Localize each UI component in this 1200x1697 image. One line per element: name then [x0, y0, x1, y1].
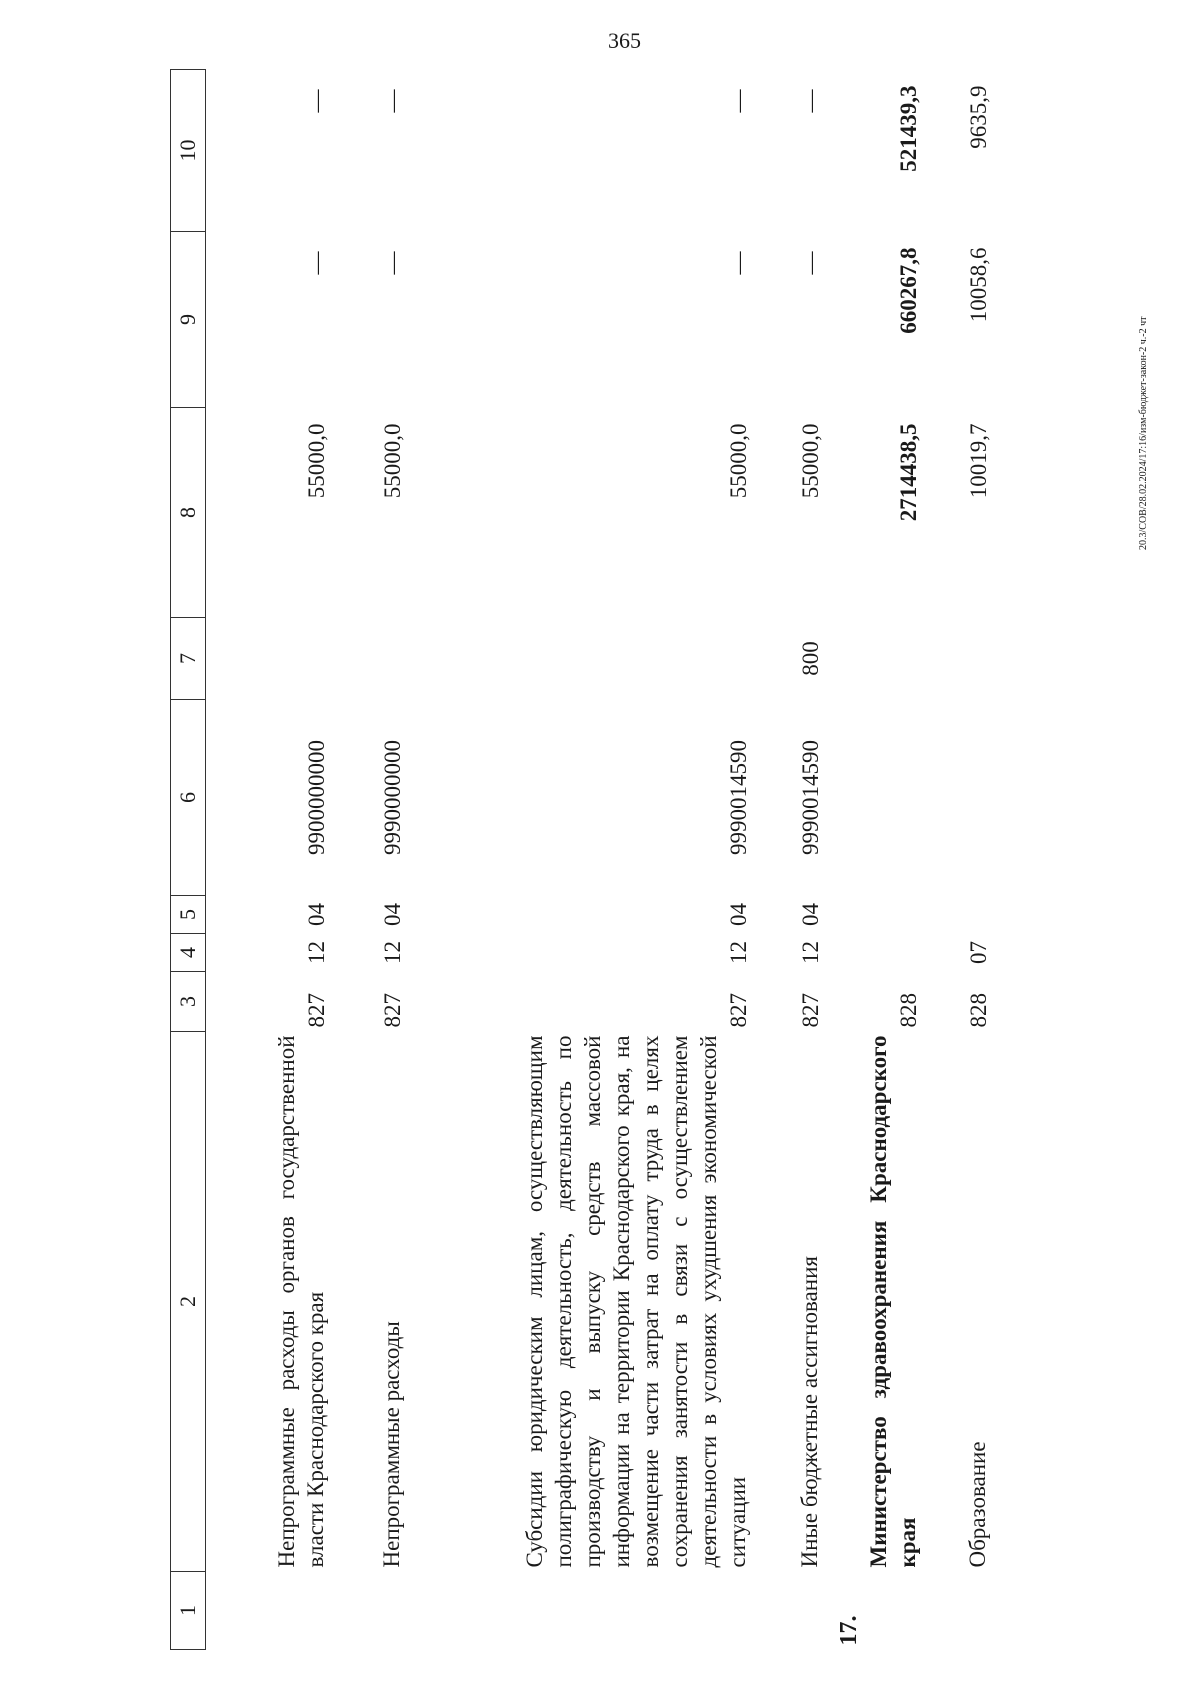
- cell-ministry-code: 827: [797, 993, 823, 1028]
- cell-amount-3: 521439,3: [895, 85, 921, 172]
- table-row: [922, 70, 992, 1650]
- cell-amount-2: —: [379, 251, 405, 275]
- document-code-text: 20.3/СОВ/28.02.2024/17:16/изм-бюджет-закон-2 ч.-2 чт: [1138, 316, 1149, 550]
- column-header: 2: [171, 1032, 206, 1572]
- cell-amount-1: 2714438,5: [895, 423, 921, 522]
- cell-section: 12: [379, 941, 405, 964]
- cell-amount-3: —: [725, 89, 751, 113]
- column-header: 9: [171, 232, 206, 408]
- cell-amount-2: —: [725, 251, 751, 275]
- row-name: Образование: [964, 1441, 990, 1568]
- cell-section: 12: [797, 941, 823, 964]
- cell-target-article: 9990000000: [379, 740, 405, 855]
- column-header: 7: [171, 618, 206, 700]
- cell-target-article: 9990014590: [797, 740, 823, 855]
- cell-amount-3: —: [797, 89, 823, 113]
- cell-amount-1: 55000,0: [725, 423, 751, 499]
- column-header: 10: [171, 70, 206, 232]
- cell-expense-type: [922, 618, 992, 700]
- table-header-row: [171, 70, 206, 1650]
- table-row: [330, 70, 406, 1650]
- column-header: 5: [171, 896, 206, 934]
- row-name: Непрограммные расходы органов государственной власти Краснодарского края: [273, 1035, 328, 1568]
- cell-subsection: 04: [303, 903, 329, 926]
- cell-amount-1: 55000,0: [303, 423, 329, 499]
- row-index: [330, 1572, 406, 1650]
- page-number: 365: [608, 28, 641, 53]
- cell-section: [824, 934, 922, 972]
- cell-expense-type: [406, 618, 752, 700]
- cell-ministry-code: 827: [725, 993, 751, 1028]
- cell-amount-3: —: [303, 89, 329, 113]
- cell-amount-2: 10058,6: [965, 247, 991, 323]
- cell-amount-3: —: [379, 89, 405, 113]
- row-name: Иные бюджетные ассигнования: [796, 1256, 822, 1568]
- row-name: Министерство здравоохранения Краснодарского края: [865, 1035, 920, 1568]
- cell-ministry-code: 828: [895, 993, 921, 1028]
- cell-amount-2: —: [303, 251, 329, 275]
- cell-target-article: [824, 700, 922, 896]
- cell-subsection: [824, 896, 922, 934]
- cell-amount-1: 10019,7: [965, 423, 991, 499]
- table-row: [824, 70, 922, 1650]
- cell-expense-type: [824, 618, 922, 700]
- cell-target-article: [922, 700, 992, 896]
- cell-expense-type: 800: [797, 641, 823, 676]
- column-header: 4: [171, 934, 206, 972]
- table-row: [752, 70, 824, 1650]
- row-index: [752, 1572, 824, 1650]
- cell-subsection: [922, 896, 992, 934]
- cell-target-article: 9990014590: [725, 740, 751, 855]
- cell-expense-type: [206, 618, 330, 700]
- column-header: 3: [171, 972, 206, 1032]
- cell-target-article: 9900000000: [303, 740, 329, 855]
- cell-amount-1: 55000,0: [797, 423, 823, 499]
- cell-amount-1: 55000,0: [379, 423, 405, 499]
- row-index: 17.: [835, 1615, 862, 1646]
- row-index: [922, 1572, 992, 1650]
- cell-amount-2: —: [797, 251, 823, 275]
- cell-amount-3: 9635,9: [965, 85, 991, 149]
- table-row: [406, 70, 752, 1650]
- row-index: [406, 1572, 752, 1650]
- cell-ministry-code: 827: [379, 993, 405, 1028]
- cell-subsection: 04: [379, 903, 405, 926]
- cell-subsection: 04: [797, 903, 823, 926]
- table-row: [206, 70, 330, 1650]
- row-name: Субсидии юридическим лицам, осуществляющим полиграфическую деятельность, деятельность по производству и выпуску средств массовой информации на территории Краснодарского края, на возмещение части затрат на оплату труда в целях сохранения занятости в связи с осуществлением деятельности в условиях ухудшения экономической ситуации: [521, 1035, 750, 1568]
- cell-amount-2: 660267,8: [895, 247, 921, 334]
- cell-ministry-code: 827: [303, 993, 329, 1028]
- rotated-budget-table: [170, 70, 1030, 1650]
- cell-ministry-code: 828: [965, 993, 991, 1028]
- cell-section: 12: [303, 941, 329, 964]
- budget-table: [170, 69, 992, 1650]
- column-header: 6: [171, 700, 206, 896]
- cell-section: 12: [725, 941, 751, 964]
- column-header: 8: [171, 408, 206, 618]
- column-header: 1: [171, 1572, 206, 1650]
- cell-section: 07: [965, 941, 991, 964]
- cell-subsection: 04: [725, 903, 751, 926]
- row-index: [206, 1572, 330, 1650]
- cell-expense-type: [330, 618, 406, 700]
- row-name: Непрограммные расходы: [378, 1321, 404, 1568]
